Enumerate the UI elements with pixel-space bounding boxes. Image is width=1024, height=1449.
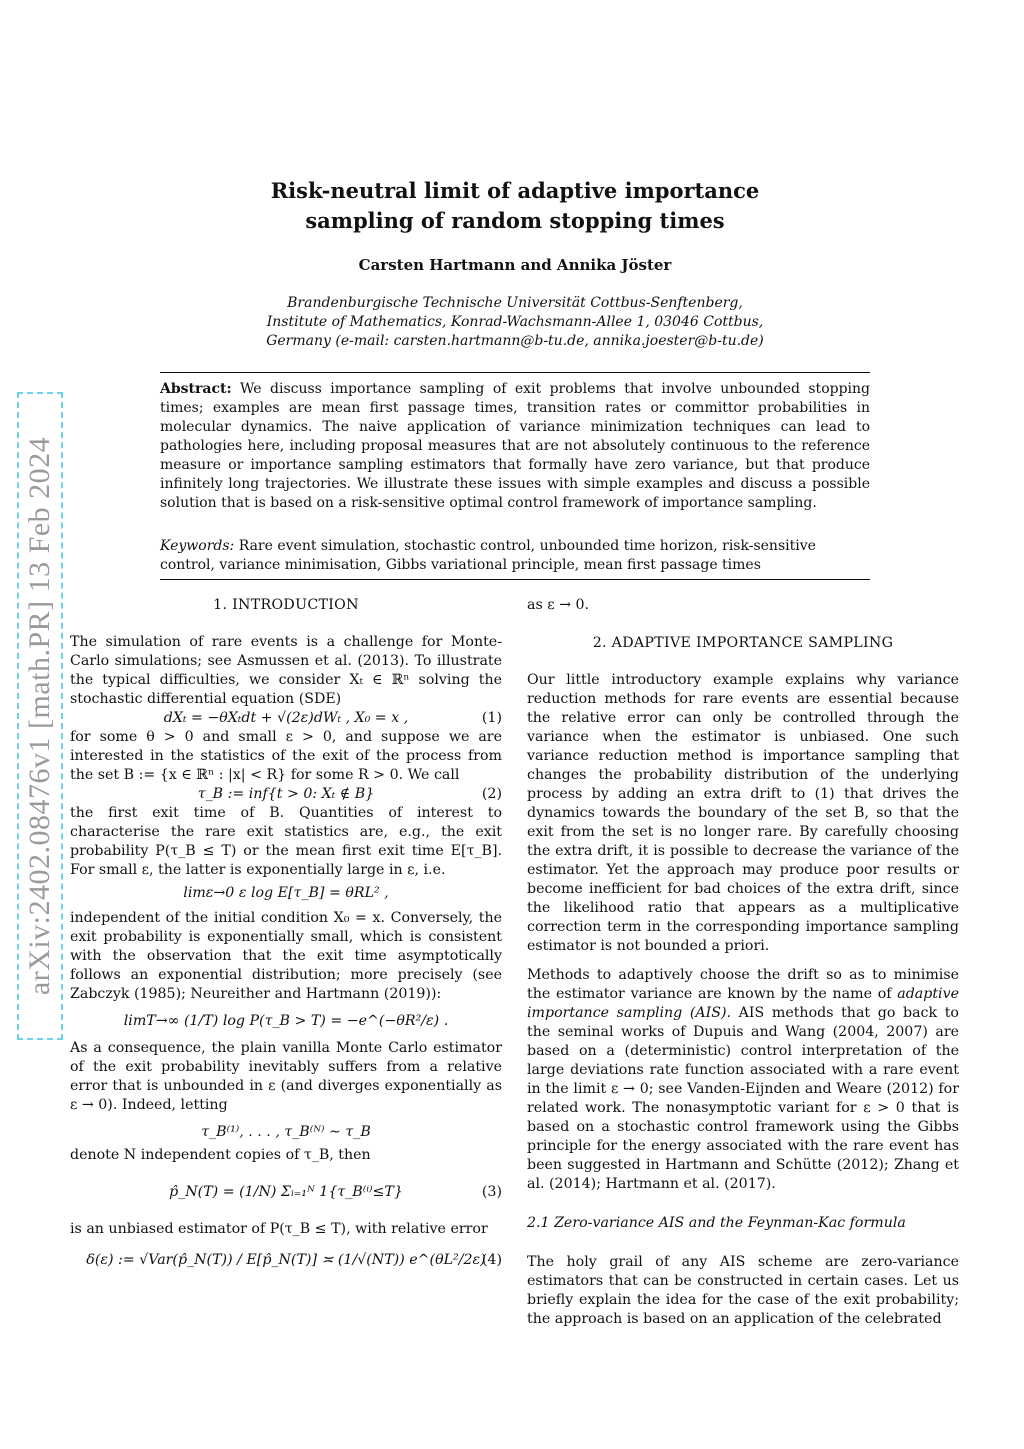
keywords-label: Keywords: — [160, 538, 235, 554]
arxiv-identifier[interactable]: arXiv:2402.08476v1 [math.PR] 13 Feb 2024 — [23, 436, 56, 996]
equation-3-body: p̂_N(T) = (1/N) Σᵢ₌₁ᴺ 1{τ_B⁽ⁱ⁾≤T} — [169, 1184, 403, 1200]
equation-limit-mean-exit — [70, 884, 502, 903]
ais-paragraph-2-start: Methods to adaptively choose the drift so as to minimise the estimator variance are known by the name of — [527, 967, 959, 1002]
abstract-label: Abstract: — [160, 381, 232, 397]
abstract-text: We discuss importance sampling of exit problems that involve unbounded stopping times; examples are mean first passage times, transition rates or committor probabilities in molecular dynamics. The naive application of variance minimization techniques can lead to pathologies here, including proposal measures that are not absolutely continuous to the reference measure or importance sampling estimators that formally have zero variance, but that produce infinitely long trajectories. We illustrate these issues with simple examples and discuss a possible solution that is based on a risk-sensitive optimal control framework of importance sampling. — [160, 381, 870, 511]
keywords — [160, 537, 870, 575]
section-heading-adaptive-importance-sampling: 2. ADAPTIVE IMPORTANCE SAMPLING — [592, 635, 894, 651]
intro-paragraph-3: the first exit time of B. Quantities of interest to characterise the rare exit statistics are, e.g., the exit probability P(τ_B ≤ T) or the mean first exit time E[τ_B]. For small ε, the latter is exponentially large in ε, i.e. — [70, 805, 502, 878]
equation-4 — [70, 1251, 502, 1270]
equation-independent-copies — [70, 1123, 502, 1142]
intro-paragraph-2: for some θ > 0 and small ε > 0, and suppose we are interested in the statistics of the exit of the process from the set B := {x ∈ ℝⁿ : |x| < R} for some R > 0. We call — [70, 729, 502, 783]
equation-1-body: dXₜ = −θXₜdt + √(2ε)dWₜ , X₀ = x , — [163, 710, 409, 726]
section-heading-introduction: 1. INTRODUCTION — [213, 597, 359, 613]
equation-3 — [70, 1183, 502, 1202]
equation-2 — [70, 785, 502, 804]
intro-paragraph-1: The simulation of rare events is a challenge for Monte-Carlo simulations; see Asmussen et al. (2013). To illustrate the typical difficulties, we consider Xₜ ∈ ℝⁿ solving the stochastic differential equation (SDE) — [70, 634, 502, 707]
ais-paragraph-3: The holy grail of any AIS scheme are zero-variance estimators that can be constructed in certain cases. Let us briefly explain the idea for the case of the exit probability; the approach is based on an application of the celebrated — [527, 1254, 959, 1327]
affiliation-line-3: Germany (e-mail: carsten.hartmann@b-tu.de, annika.joester@b-tu.de) — [266, 333, 764, 349]
ais-paragraph-2 — [527, 966, 959, 1194]
abstract — [160, 380, 870, 513]
equation-limit-exit-probability-body: limT→∞ (1/T) log P(τ_B > T) = −e^(−θR²/ε) . — [123, 1013, 449, 1029]
paper-title — [160, 176, 870, 236]
right-column — [527, 596, 959, 1329]
equation-3-number: (3) — [481, 1184, 502, 1200]
intro-paragraph-5: As a consequence, the plain vanilla Monte Carlo estimator of the exit probability inevitably suffers from a relative error that is unbounded in ε (and diverges exponentially as ε → 0). Indeed, letting — [70, 1040, 502, 1113]
abstract-bottom-rule — [160, 579, 870, 580]
affiliation-line-1: Brandenburgische Technische Universität Cottbus-Senftenberg, — [287, 295, 743, 311]
left-column — [70, 596, 502, 1270]
ais-paragraph-1: Our little introductory example explains why variance reduction methods for rare events are essential because the relative error can only be controlled through the variance when the estimator is unbiased. One such variance reduction method is importance sampling that changes the probability distribution of the underlying process by adding an extra drift to (1) that drives the dynamics towards the boundary of the set B, so that the exit from the set is no longer rare. By carefully choosing the extra drift, it is possible to decrease the variance of the estimator. Yet the approach may produce poor results or become inefficient for bad choices of the extra drift, since the likelihood ratio that appears as a multiplicative correction term in the corresponding importance sampling estimator is not bounded a priori. — [527, 672, 959, 954]
subsection-heading-zero-variance: 2.1 Zero-variance AIS and the Feynman-Kac formula — [527, 1215, 906, 1231]
intro-paragraph-4: independent of the initial condition X₀ = x. Conversely, the exit probability is exponentially small, which is consistent with the observation that the exit time asymptotically follows an exponential distribution; more precisely (see Zabczyk (1985); Neureither and Hartmann (2019)): — [70, 910, 502, 1002]
continued-text: as ε → 0. — [527, 597, 590, 613]
abstract-top-rule — [160, 372, 870, 373]
equation-4-number: (4) — [481, 1252, 502, 1268]
equation-independent-copies-body: τ_B⁽¹⁾, . . . , τ_B⁽ᴺ⁾ ∼ τ_B — [201, 1124, 371, 1140]
ais-paragraph-2-end: AIS methods that go back to the seminal works of Dupuis and Wang (2004, 2007) are based on a (deterministic) control interpretation of the large deviations rate function associated with a rare event in the limit ε → 0; see Vanden-Eijnden and Weare (2012) for related work. The nonasymptotic variant for ε > 0 that is based on a stochastic control framework using the Gibbs principle for the energy associated with the rare event has been suggested in Hartmann and Schütte (2012); Zhang et al. (2014); Hartmann et al. (2017). — [527, 1005, 959, 1192]
equation-1-number: (1) — [481, 710, 502, 726]
equation-2-number: (2) — [481, 786, 502, 802]
equation-limit-mean-exit-body: limε→0 ε log E[τ_B] = θRL² , — [183, 885, 389, 901]
intro-paragraph-7: is an unbiased estimator of P(τ_B ≤ T), with relative error — [70, 1221, 488, 1237]
intro-paragraph-6: denote N independent copies of τ_B, then — [70, 1147, 371, 1163]
equation-2-body: τ_B := inf{t > 0: Xₜ ∉ B} — [197, 786, 375, 802]
ais-paragraph-2-emphasis: adaptive importance sampling (AIS). — [527, 986, 959, 1021]
equation-4-body: δ(ε) := √Var(p̂_N(T)) / E[p̂_N(T)] ≍ (1/√(NT)) e^(θL²/2ε) — [86, 1252, 486, 1268]
affiliation-line-2: Institute of Mathematics, Konrad-Wachsmann-Allee 1, 03046 Cottbus, — [266, 314, 764, 330]
affiliation — [160, 294, 870, 351]
title-line-1: Risk-neutral limit of adaptive importance — [270, 178, 760, 203]
equation-limit-exit-probability — [70, 1012, 502, 1031]
authors: Carsten Hartmann and Annika Jöster — [358, 256, 672, 274]
equation-1 — [70, 709, 502, 728]
keywords-text: Rare event simulation, stochastic control, unbounded time horizon, risk-sensitive control, variance minimisation, Gibbs variational principle, mean first passage times — [160, 538, 816, 573]
title-line-2: sampling of random stopping times — [305, 208, 725, 233]
